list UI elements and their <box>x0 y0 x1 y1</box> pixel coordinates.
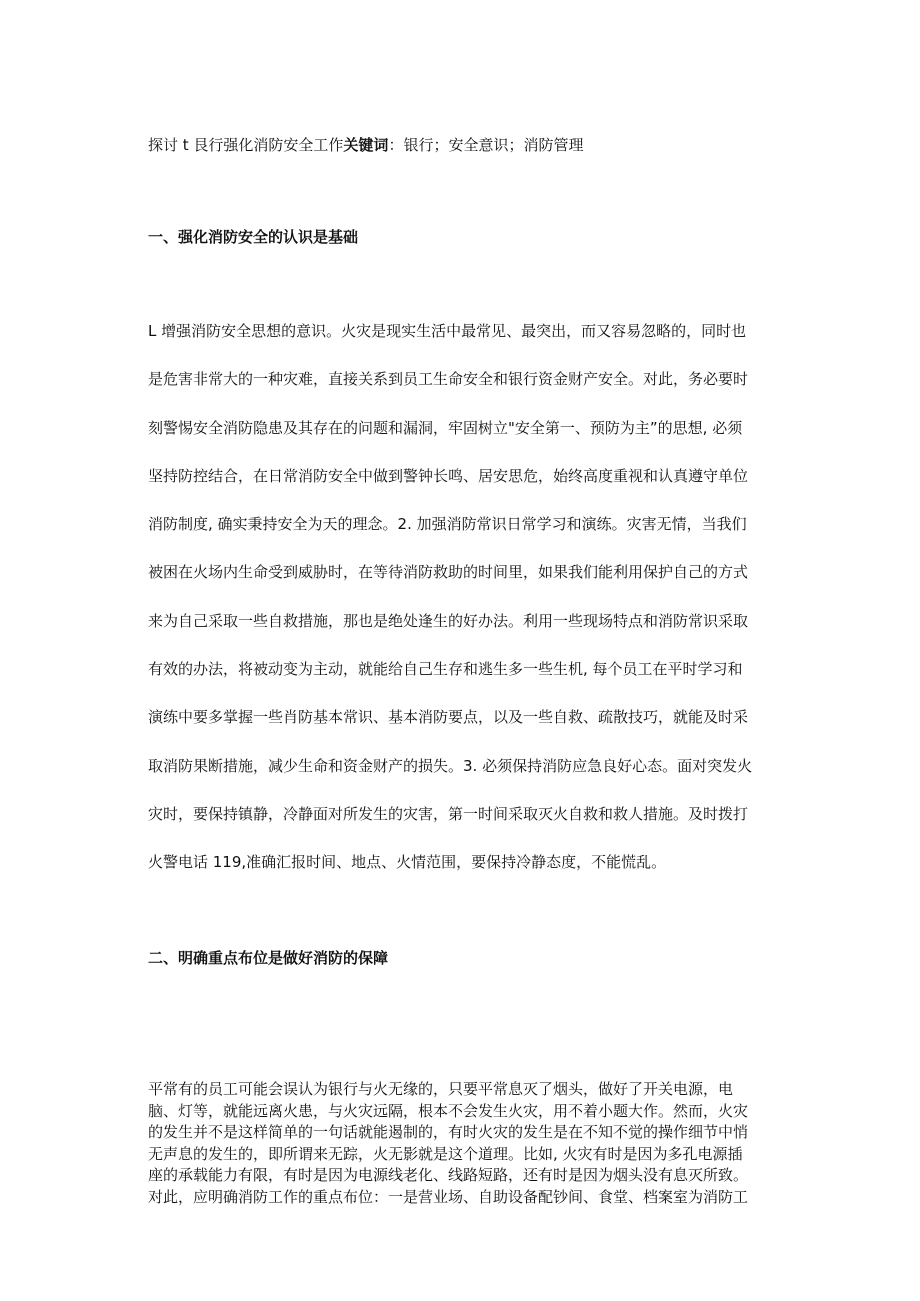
document-title <box>148 134 583 156</box>
paragraph-line: 火警电话 119,准确汇报时间、地点、火情范围，要保持冷静态度，不能慌乱。 <box>148 853 667 872</box>
section-2-paragraph <box>148 1079 772 1208</box>
paragraph-line: 对此，应明确消防工作的重点布位：一是营业场、自助设备配钞间、食堂、档案室为消防工 <box>148 1187 749 1206</box>
paragraph-line: 有效的办法，将被动变为主动，就能给自己生存和逃生多一些生机, 每个员工在平时学习和 <box>148 660 743 679</box>
keywords-label: 关键词 <box>343 136 389 154</box>
section-1-paragraph <box>148 320 772 900</box>
paragraph-line: 脑、灯等，就能远离火患，与火灾远隔，根本不会发生火灾，用不着小题大作。然而，火灾 <box>148 1101 749 1120</box>
title-text: 探讨 t 艮行强化消防安全工作 <box>148 136 344 154</box>
paragraph-line: 消防制度, 确实秉持安全为天的理念。2. 加强消防常识日常学习和演练。灾害无情，当我们 <box>148 515 747 534</box>
paragraph-line: 刻警惕安全消防隐患及其存在的问题和漏洞，牢固树立"安全第一、预防为主”的思想, 必须 <box>148 418 743 437</box>
paragraph-line: 座的承载能力有限，有时是因为电源线老化、线路短路，还有时是因为烟头没有息灭所致。 <box>148 1166 749 1184</box>
paragraph-line: 演练中要多掌握一些肖防基本常识、基本消防要点，以及一些自救、疏散技巧，就能及时采 <box>148 708 749 727</box>
paragraph-line: 是危害非常大的一种灾难，直接关系到员工生命安全和银行资金财产安全。对此，务必要时 <box>148 370 749 389</box>
paragraph-line: 坚持防控结合，在日常消防安全中做到警钟长鸣、居安思危，始终高度重视和认真遵守单位 <box>148 466 749 485</box>
section-2-heading: 二、明确重点布位是做好消防的保障 <box>148 949 389 967</box>
paragraph-line: 来为自己采取一些自救措施，那也是绝处逢生的好办法。利用一些现场特点和消防常识采取 <box>148 611 749 630</box>
paragraph-line: 的发生并不是这样简单的一句话就能遏制的，有时火灾的发生是在不知不觉的操作细节中悄 <box>148 1123 749 1141</box>
paragraph-line: 平常有的员工可能会误认为银行与火无缘的，只要平常息灭了烟头，做好了开关电源，电 <box>148 1080 734 1098</box>
paragraph-line: 被困在火场内生命受到威胁时，在等待消防救助的时间里，如果我们能利用保护自己的方式 <box>148 563 749 582</box>
section-1-heading: 一、强化消防安全的认识是基础 <box>148 228 359 246</box>
paragraph-line: 无声息的发生的，即所谓来无踪，火无影就是这个道理。比如, 火灾有时是因为多孔电源插 <box>148 1144 743 1163</box>
keywords-value: ：银行；安全意识；消防管理 <box>388 136 584 154</box>
paragraph-line: 灾时，要保持镇静，冷静面对所发生的灾害，第一时间采取灭火自救和救人措施。及时拨打 <box>148 804 749 823</box>
paragraph-line: 取消防果断措施，减少生命和资金财产的损失。3. 必须保持消防应急良好心态。面对突发火 <box>148 756 753 775</box>
paragraph-line: L 增强消防安全思想的意识。火灾是现实生活中最常见、最突出，而又容易忽略的，同时也 <box>148 322 747 340</box>
